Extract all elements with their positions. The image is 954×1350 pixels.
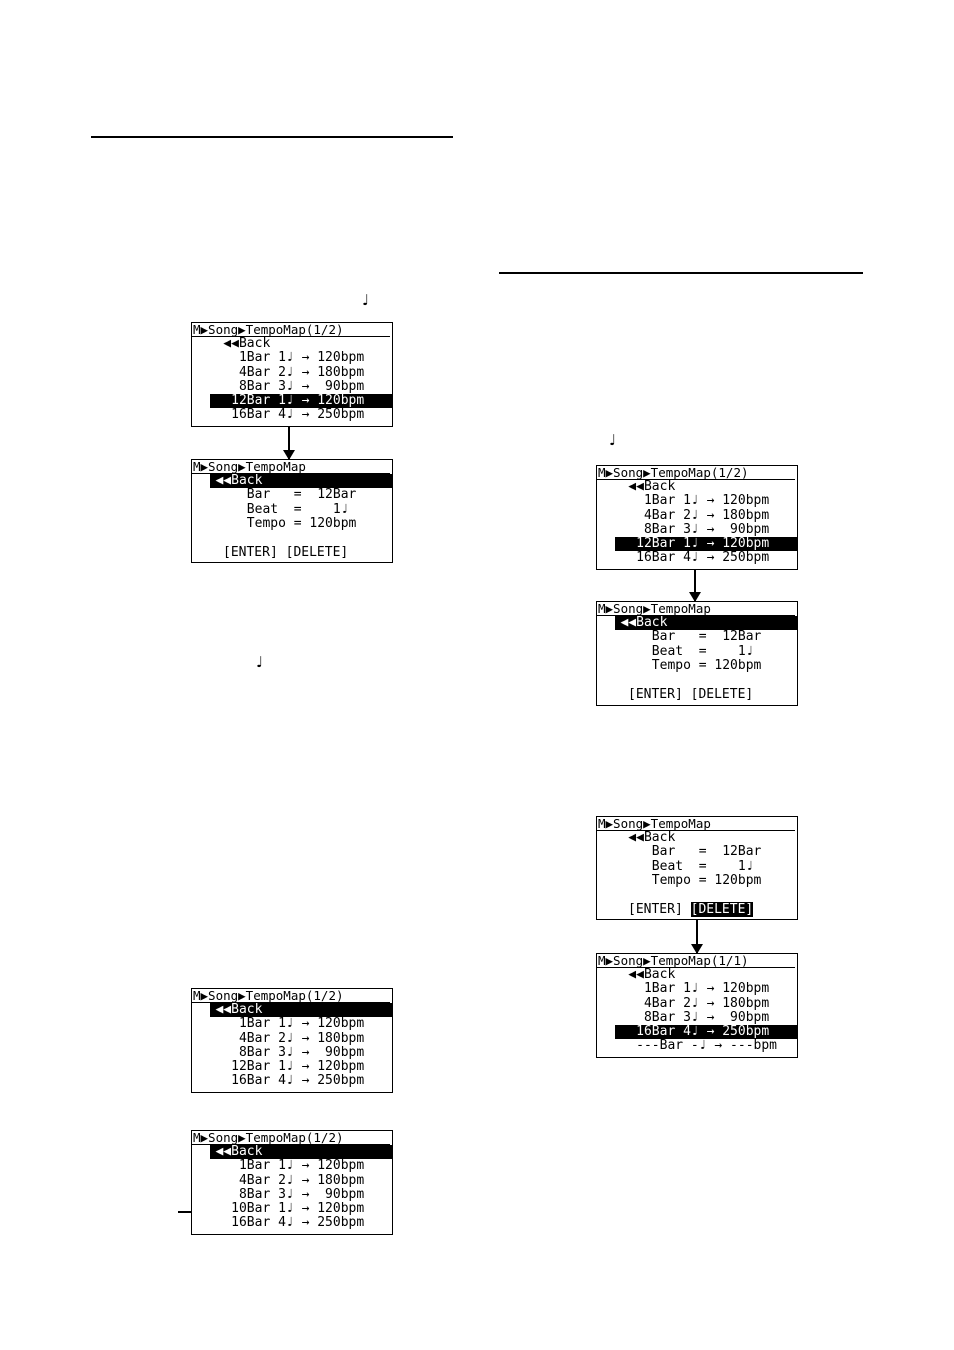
list-item[interactable]: 1Bar 1♩ → 120bpm bbox=[192, 1016, 365, 1032]
list-item[interactable]: 8Bar 3♩ → 90bpm bbox=[597, 1009, 770, 1025]
list-item-empty[interactable]: ---Bar -♩ → ---bpm bbox=[597, 1038, 778, 1054]
down-arrow-icon bbox=[694, 570, 696, 601]
enter-button[interactable]: [ENTER] bbox=[223, 545, 278, 561]
lcd-title: M▶Song▶TempoMap(1/2) bbox=[192, 989, 390, 1003]
lcd-tempo-map-edit bbox=[596, 816, 798, 920]
list-item[interactable]: ◀◀Back bbox=[597, 479, 676, 494]
lcd-footer bbox=[597, 687, 797, 702]
list-item[interactable]: 12Bar 1♩ → 120bpm bbox=[192, 1059, 365, 1075]
back-item-selected[interactable]: ◀◀Back bbox=[210, 474, 392, 488]
section-rule-right bbox=[499, 272, 863, 274]
enter-button[interactable]: [ENTER] bbox=[628, 687, 683, 703]
lcd-tempo-map-list bbox=[191, 1130, 393, 1235]
list-item[interactable]: 4Bar 2♩ → 180bpm bbox=[597, 507, 770, 523]
list-item-selected[interactable]: 12Bar 1♩ → 120bpm bbox=[210, 394, 392, 408]
list-item[interactable]: 8Bar 3♩ → 90bpm bbox=[597, 521, 770, 537]
lcd-tempo-map-edit bbox=[596, 601, 798, 706]
bar-field[interactable]: Bar = 12Bar bbox=[192, 487, 357, 503]
list-item[interactable]: 16Bar 4♩ → 250bpm bbox=[192, 407, 365, 423]
list-item[interactable]: 10Bar 1♩ → 120bpm bbox=[192, 1202, 392, 1216]
back-item[interactable]: ◀◀Back bbox=[597, 830, 676, 845]
list-item[interactable]: 16Bar 4♩ → 250bpm bbox=[192, 1073, 365, 1089]
list-item-selected[interactable]: 16Bar 4♩ → 250bpm bbox=[615, 1025, 797, 1039]
quarter-note-icon: ♩ bbox=[256, 653, 264, 671]
list-item[interactable]: 16Bar 4♩ → 250bpm bbox=[597, 550, 770, 566]
list-item[interactable]: 4Bar 2♩ → 180bpm bbox=[192, 364, 365, 380]
list-item[interactable]: 1Bar 1♩ → 120bpm bbox=[597, 981, 770, 997]
lcd-title: M▶Song▶TempoMap bbox=[597, 817, 795, 831]
tempo-field[interactable]: Tempo = 120bpm bbox=[597, 657, 762, 673]
beat-field[interactable]: Beat = 1♩ bbox=[597, 858, 754, 874]
list-item[interactable]: 1Bar 1♩ → 120bpm bbox=[192, 350, 365, 366]
tempo-field[interactable]: Tempo = 120bpm bbox=[192, 515, 357, 531]
blank-row bbox=[597, 673, 797, 687]
beat-field[interactable]: Beat = 1♩ bbox=[192, 501, 349, 517]
list-item[interactable]: ◀◀Back bbox=[192, 336, 271, 351]
lcd-footer bbox=[597, 902, 797, 917]
bar-field[interactable]: Bar = 12Bar bbox=[597, 629, 762, 645]
list-item[interactable]: 8Bar 3♩ → 90bpm bbox=[192, 1044, 365, 1060]
delete-button-selected[interactable]: [DELETE] bbox=[690, 902, 754, 918]
list-item[interactable]: 4Bar 2♩ → 180bpm bbox=[597, 995, 770, 1011]
lcd-title: M▶Song▶TempoMap(1/2) bbox=[192, 1131, 390, 1145]
enter-button[interactable]: [ENTER] bbox=[628, 902, 683, 918]
list-item[interactable]: 4Bar 2♩ → 180bpm bbox=[192, 1172, 365, 1188]
lcd-title: M▶Song▶TempoMap(1/2) bbox=[597, 466, 795, 480]
down-arrow-icon bbox=[288, 427, 290, 459]
list-item[interactable]: 8Bar 3♩ → 90bpm bbox=[192, 378, 365, 394]
beat-field[interactable]: Beat = 1♩ bbox=[597, 643, 754, 659]
quarter-note-icon: ♩ bbox=[362, 291, 370, 309]
lcd-tempo-map-edit bbox=[191, 459, 393, 563]
lcd-tempo-map-list bbox=[191, 988, 393, 1093]
list-item[interactable]: 1Bar 1♩ → 120bpm bbox=[192, 1158, 365, 1174]
bar-field[interactable]: Bar = 12Bar bbox=[597, 844, 762, 860]
back-item-selected[interactable]: ◀◀Back bbox=[210, 1145, 392, 1159]
list-item-selected[interactable]: 12Bar 1♩ → 120bpm bbox=[615, 537, 797, 551]
lcd-tempo-map-list bbox=[596, 953, 798, 1058]
list-item[interactable]: ◀◀Back bbox=[597, 967, 676, 982]
lcd-title: M▶Song▶TempoMap bbox=[192, 460, 390, 474]
delete-button[interactable]: [DELETE] bbox=[285, 545, 349, 561]
list-item[interactable]: 16Bar 4♩ → 250bpm bbox=[192, 1215, 365, 1231]
tempo-field[interactable]: Tempo = 120bpm bbox=[597, 872, 762, 888]
list-item[interactable]: 1Bar 1♩ → 120bpm bbox=[597, 493, 770, 509]
blank-row bbox=[192, 531, 392, 545]
delete-button[interactable]: [DELETE] bbox=[690, 687, 754, 703]
quarter-note-icon: ♩ bbox=[609, 431, 617, 449]
lcd-footer bbox=[192, 545, 392, 560]
list-item[interactable]: 4Bar 2♩ → 180bpm bbox=[192, 1030, 365, 1046]
list-item[interactable]: 8Bar 3♩ → 90bpm bbox=[192, 1186, 365, 1202]
blank-row bbox=[597, 888, 797, 902]
lcd-title: M▶Song▶TempoMap(1/1) bbox=[597, 954, 795, 968]
lcd-tempo-map-list bbox=[596, 465, 798, 570]
section-rule-left bbox=[91, 136, 453, 138]
down-arrow-icon bbox=[696, 920, 698, 953]
back-item-selected[interactable]: ◀◀Back bbox=[210, 1003, 392, 1017]
lcd-title: M▶Song▶TempoMap bbox=[597, 602, 795, 616]
lcd-title: M▶Song▶TempoMap(1/2) bbox=[192, 323, 390, 337]
back-item-selected[interactable]: ◀◀Back bbox=[615, 616, 797, 630]
lcd-tempo-map-list bbox=[191, 322, 393, 427]
